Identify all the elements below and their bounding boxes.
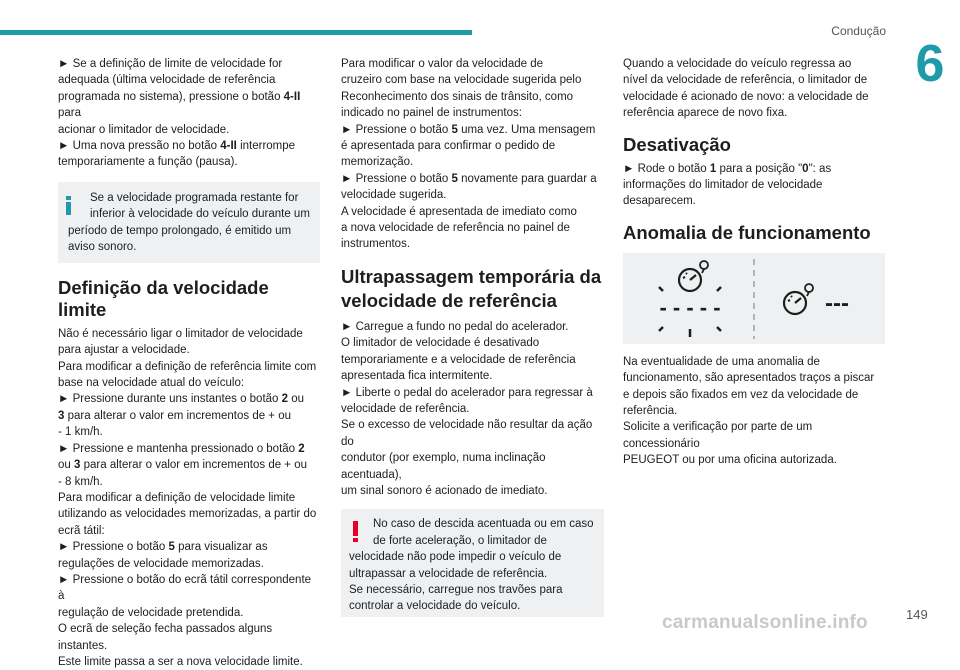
section-heading: Desativação — [623, 133, 731, 155]
paragraph: Quando a velocidade do veículo regressa ao nível da velocidade de referência, o limitador de velocidade é acionado de novo: a velocidade de referência aparece de novo fixa. — [623, 58, 869, 120]
warning-note: No caso de descida acentuada ou em caso de forte aceleração, o limitador de velocidade não pode impedir o veículo de ultrapassar a velocidade de referência. Se necessário, carregue nos travões para controlar a velocidade do veículo. — [341, 509, 604, 617]
paragraph: Para modificar o valor da velocidade de cruzeiro com base na velocidade sugerida pelo Reconhecimento dos sinais de trânsito, como indicado no painel de instrumentos: ► Pressione o botão 5 uma vez. Uma mensagem é apresentada para confirmar o pedido de memorização. ► Pressione o botão 5 novamente para guardar a velocidade sugerida. A velocidade é apresentada de imediato como a nova velocidade de referência no painel de instrumentos. — [341, 58, 597, 251]
paragraph: ► Uma nova pressão no botão 4-II interrompe temporariamente a função (pausa). — [58, 140, 296, 169]
speed-limiter-fault-illustration — [623, 253, 885, 344]
speedometer-icon — [784, 284, 813, 314]
column-3 — [623, 56, 885, 469]
paragraph: Não é necessário ligar o limitador de velocidade para ajustar a velocidade. Para modificar a definição de referência limite com base na velocidade atual do veículo: ► Pressione durante uns instantes o botão 2 ou 3 para alterar o valor em incrementos de + ou - 1 km/h. ► Pressione e mantenha pressionado o botão 2 ou 3 para alterar o valor em incrementos de + ou - 8 km/h. Para modificar a definição de velocidade limite utilizando as velocidades memorizadas, a partir do ecrã tátil: ► Pressione o botão 5 para visualizar as regulações de velocidade memorizadas. ► Pressione o botão do ecrã tátil correspondente à regulação de velocidade pretendida. O ecrã de seleção fecha passados alguns instantes. Este limite passa a ser a nova velocidade limite. — [58, 327, 317, 668]
section-heading: Ultrapassagem temporária da velocidade de referência — [341, 265, 602, 311]
blinking-dashes: - - - - - — [659, 294, 721, 320]
paragraph: ► Se a definição de limite de velocidade for adequada (última velocidade de referência programada no sistema), pressione o botão 4-II para acionar o limitador de velocidade. — [58, 58, 301, 136]
column-2 — [341, 56, 604, 617]
info-note: Se a velocidade programada restante for inferior à velocidade do veículo durante um período de tempo prolongado, é emitido um aviso sonoro. — [58, 182, 320, 263]
chapter-number: 6 — [915, 35, 945, 93]
section-title: Condução — [831, 24, 886, 38]
section-heading: Anomalia de funcionamento — [623, 221, 871, 243]
warning-icon — [353, 521, 358, 543]
column-1 — [58, 56, 320, 670]
paragraph: Na eventualidade de uma anomalia de funcionamento, são apresentados traços a piscar e depois são fixados em vez da velocidade de referência. Solicite a verificação por parte de um concessionário PEUGEOT ou por uma oficina autorizada. — [623, 355, 875, 467]
info-icon — [66, 196, 71, 215]
fixed-dashes: --- — [825, 289, 849, 317]
section-heading: Definição da velocidade limite — [58, 276, 269, 320]
speedometer-icon — [679, 261, 708, 291]
paragraph: ► Rode o botão 1 para a posição "0": as informações do limitador de velocidade desaparecem. — [623, 162, 832, 208]
watermark: carmanualsonline.info — [662, 612, 868, 633]
paragraph: ► Carregue a fundo no pedal do acelerador. O limitador de velocidade é desativado temporariamente e a velocidade de referência apresentada fica intermitente. ► Liberte o pedal do acelerador para regressar à velocidade de referência. Se o excesso de velocidade não resultar da ação do condutor (por exemplo, numa inclinação acentuada), um sinal sonoro é acionado de imediato. — [341, 320, 593, 497]
page-number: 149 — [906, 607, 928, 622]
header-accent-bar — [0, 30, 472, 35]
illustration-panel — [623, 253, 885, 344]
